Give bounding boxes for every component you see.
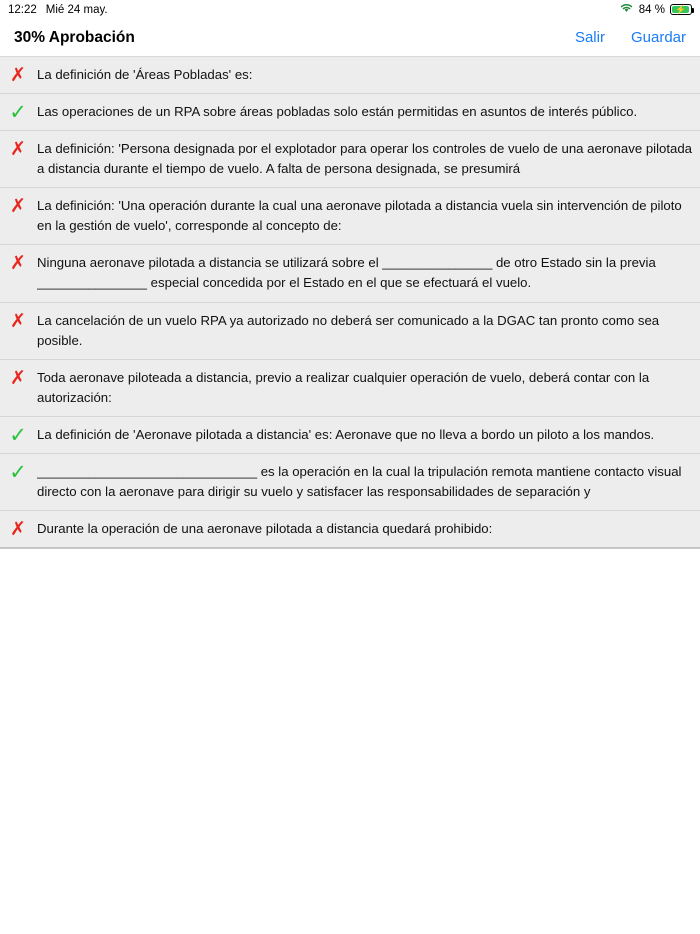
question-row[interactable] [0, 94, 700, 131]
question-row[interactable] [0, 417, 700, 454]
question-row[interactable] [0, 245, 700, 302]
cross-mark-icon: ✗ [10, 252, 26, 275]
question-row[interactable] [0, 131, 700, 188]
question-row[interactable] [0, 303, 700, 360]
question-text: Toda aeronave piloteada a distancia, previo a realizar cualquier operación de vuelo, deberá contar con la autorización: [37, 369, 650, 405]
navigation-bar [0, 19, 700, 57]
status-bar [0, 0, 700, 19]
question-text: ______________________________ es la operación en la cual la tripulación remota mantiene contacto visual directo con la aeronave para dirigir su vuelo y satisfacer las responsabilidades de separación y [37, 463, 682, 499]
cross-mark-icon: ✗ [10, 366, 26, 389]
cross-mark-icon: ✗ [10, 195, 26, 218]
wifi-icon [619, 2, 634, 17]
check-mark-icon: ✓ [9, 459, 27, 484]
question-text: La cancelación de un vuelo RPA ya autorizado no deberá ser comunicado a la DGAC tan pronto como sea posible. [37, 312, 660, 348]
cross-mark-icon: ✗ [10, 517, 26, 540]
cross-mark-icon: ✗ [10, 309, 26, 332]
status-bar-right [619, 2, 692, 17]
check-mark-icon: ✓ [9, 422, 27, 447]
save-button[interactable]: Guardar [630, 29, 686, 46]
battery-percent-label: 84 % [638, 3, 665, 16]
question-row[interactable] [0, 57, 700, 94]
cross-mark-icon: ✗ [10, 138, 26, 161]
status-time: 12:22 [8, 3, 37, 16]
exit-button[interactable]: Salir [574, 29, 605, 46]
question-text: La definición: 'Persona designada por el explotador para operar los controles de vuelo de una aeronave pilotada a distancia durante el tiempo de vuelo. A falta de persona designada, se presumirá [37, 141, 693, 177]
question-row[interactable] [0, 454, 700, 511]
question-text: La definición: 'Una operación durante la cual una aeronave pilotada a distancia vuela sin intervención de piloto en la gestión de vuelo', corresponde al concepto de: [37, 198, 682, 234]
check-mark-icon: ✓ [9, 100, 27, 125]
question-text: Ninguna aeronave pilotada a distancia se utilizará sobre el _______________ de otro Estado sin la previa _______________ especial concedida por el Estado en el que se efectuará el vuelo. [37, 255, 656, 291]
cross-mark-icon: ✗ [10, 64, 26, 86]
status-date: Mié 24 may. [45, 3, 108, 16]
question-row[interactable] [0, 511, 700, 548]
question-text: La definición de 'Aeronave pilotada a distancia' es: Aeronave que no lleva a bordo un piloto a los mandos. [37, 426, 655, 442]
nav-actions [575, 29, 686, 46]
question-list [0, 57, 700, 549]
battery-charging-icon [670, 4, 692, 15]
question-text: Durante la operación de una aeronave pilotada a distancia quedará prohibido: [37, 520, 493, 536]
question-row[interactable] [0, 360, 700, 417]
status-bar-left [8, 4, 108, 16]
page-title: 30% Aprobación [14, 28, 135, 46]
question-row[interactable] [0, 188, 700, 245]
question-text: La definición de 'Áreas Pobladas' es: [37, 67, 253, 82]
bolt-icon: ⚡ [675, 4, 687, 14]
question-text: Las operaciones de un RPA sobre áreas pobladas solo están permitidas en asuntos de interés público. [37, 104, 638, 120]
